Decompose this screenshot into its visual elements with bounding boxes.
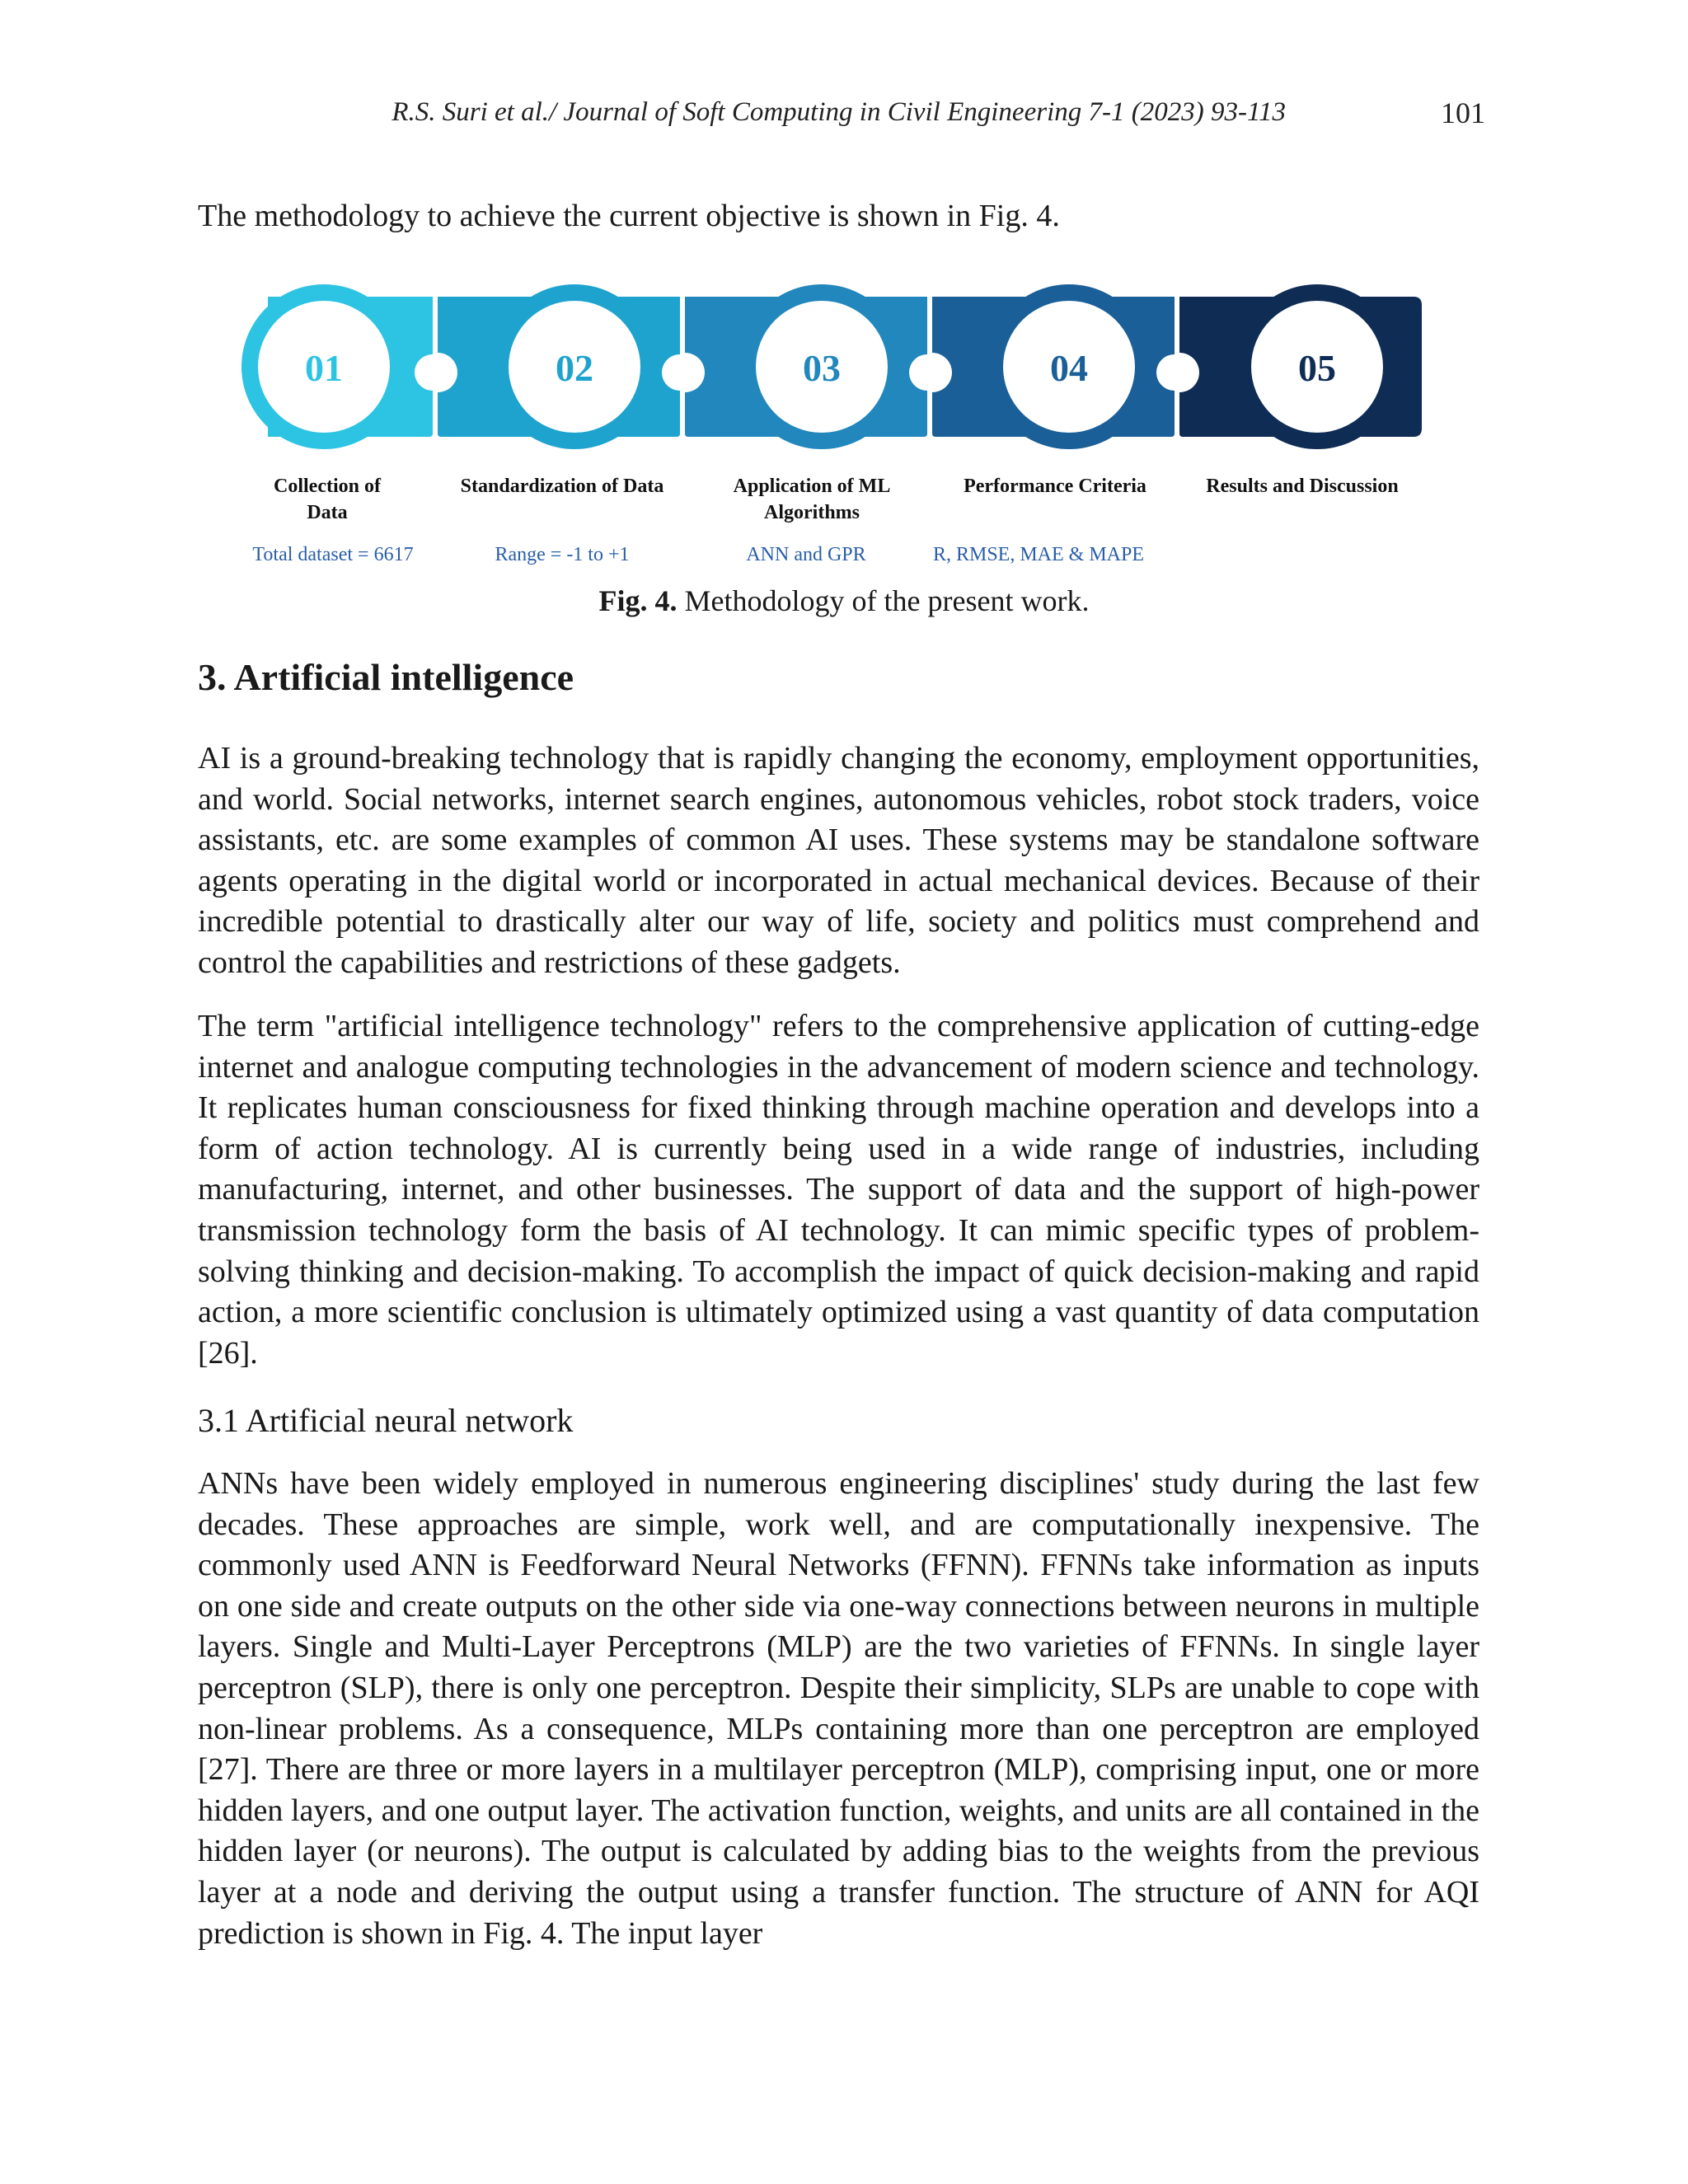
step-02-title-line1: Standardization of Data	[460, 476, 664, 497]
step-01	[241, 284, 433, 565]
step-03	[685, 284, 927, 565]
step-01-detail: Total dataset = 6617	[252, 544, 414, 565]
step-03-detail: ANN and GPR	[746, 544, 866, 565]
step-02-detail: Range = -1 to +1	[495, 544, 630, 565]
step-05-title-line1: Results and Discussion	[1206, 476, 1399, 497]
step-04-detail: R, RMSE, MAE & MAPE	[932, 544, 1145, 565]
step-01-title-line2: Data	[307, 502, 348, 523]
step-03-number: 03	[803, 347, 841, 389]
subsection-heading: 3.1 Artificial neural network	[198, 1402, 574, 1439]
section-paragraph-3: ANNs have been widely employed in numerous engineering disciplines' study during the last few decades. These approaches are simple, work well, and are computationally inexpensive. The commonly used ANN is Feedforward Neural Networks (FFNN). FFNNs take information as inputs on one side and create outputs on the other side via one-way connections between neurons in multiple layers. Single and Multi-Layer Perceptrons (MLP) are the two varieties of FFNNs. In single layer perceptron (SLP), there is only one perceptron. Despite their simplicity, SLPs are unable to cope with non-linear problems. As a consequence, MLPs containing more than one perceptron are employed [27]. There are three or more layers in a multilayer perceptron (MLP), comprising input, one or more hidden layers, and one output layer. The activation function, weights, and units are all contained in the hidden layer (or neurons). The output is calculated by adding bias to the weights from the previous layer at a node and deriving the output using a transfer function. The structure of ANN for AQI prediction is shown in Fig. 4. The input layer	[198, 1466, 1479, 1951]
step-01-title-line1: Collection of	[274, 476, 381, 497]
running-head: R.S. Suri et al./ Journal of Soft Computing in Civil Engineering 7-1 (2023) 93-113	[392, 97, 1286, 127]
step-04	[932, 284, 1175, 565]
section-heading: 3. Artificial intelligence	[198, 656, 574, 698]
step-01-number: 01	[305, 347, 343, 389]
section-paragraph-2: The term "artificial intelligence technology" refers to the comprehensive application of cutting-edge internet and analogue computing technologies in the advancement of modern science and technology. It replicates human consciousness for fixed thinking through machine operation and develops into a form of action technology. AI is currently being used in a wide range of industries, including manufacturing, internet, and other businesses. The support of data and the support of high-power transmission technology form the basis of AI technology. It can mimic specific types of problem-solving thinking and decision-making. To accomplish the impact of quick decision-making and rapid action, a more scientific conclusion is ultimately optimized using a vast quantity of data computation [26].	[198, 1009, 1479, 1371]
step-03-title-line1: Application of ML	[733, 476, 891, 497]
section-paragraph-1: AI is a ground-breaking technology that is rapidly changing the economy, employment opportunities, and world. Social networks, internet search engines, autonomous vehicles, robot stock traders, voice assistants, etc. are some examples of common AI uses. These systems may be standalone software agents operating in the digital world or incorporated in actual mechanical devices. Because of their incredible potential to drastically alter our way of life, society and politics must comprehend and control the capabilities and restrictions of these gadgets.	[198, 741, 1479, 980]
figure-caption	[0, 583, 1688, 618]
step-02	[438, 284, 680, 565]
methodology-figure	[235, 272, 1422, 585]
figure-caption-label: Fig. 4.	[598, 584, 678, 617]
step-05	[1179, 284, 1422, 497]
figure-caption-text: Methodology of the present work.	[677, 584, 1090, 617]
step-02-number: 02	[556, 347, 593, 389]
step-03-title-line2: Algorithms	[764, 502, 860, 523]
step-05-number: 05	[1298, 347, 1336, 389]
step-04-title-line1: Performance Criteria	[964, 476, 1146, 497]
step-04-number: 04	[1050, 347, 1088, 389]
page-number: 101	[1441, 96, 1485, 129]
intro-paragraph: The methodology to achieve the current objective is shown in Fig. 4.	[198, 199, 1060, 233]
